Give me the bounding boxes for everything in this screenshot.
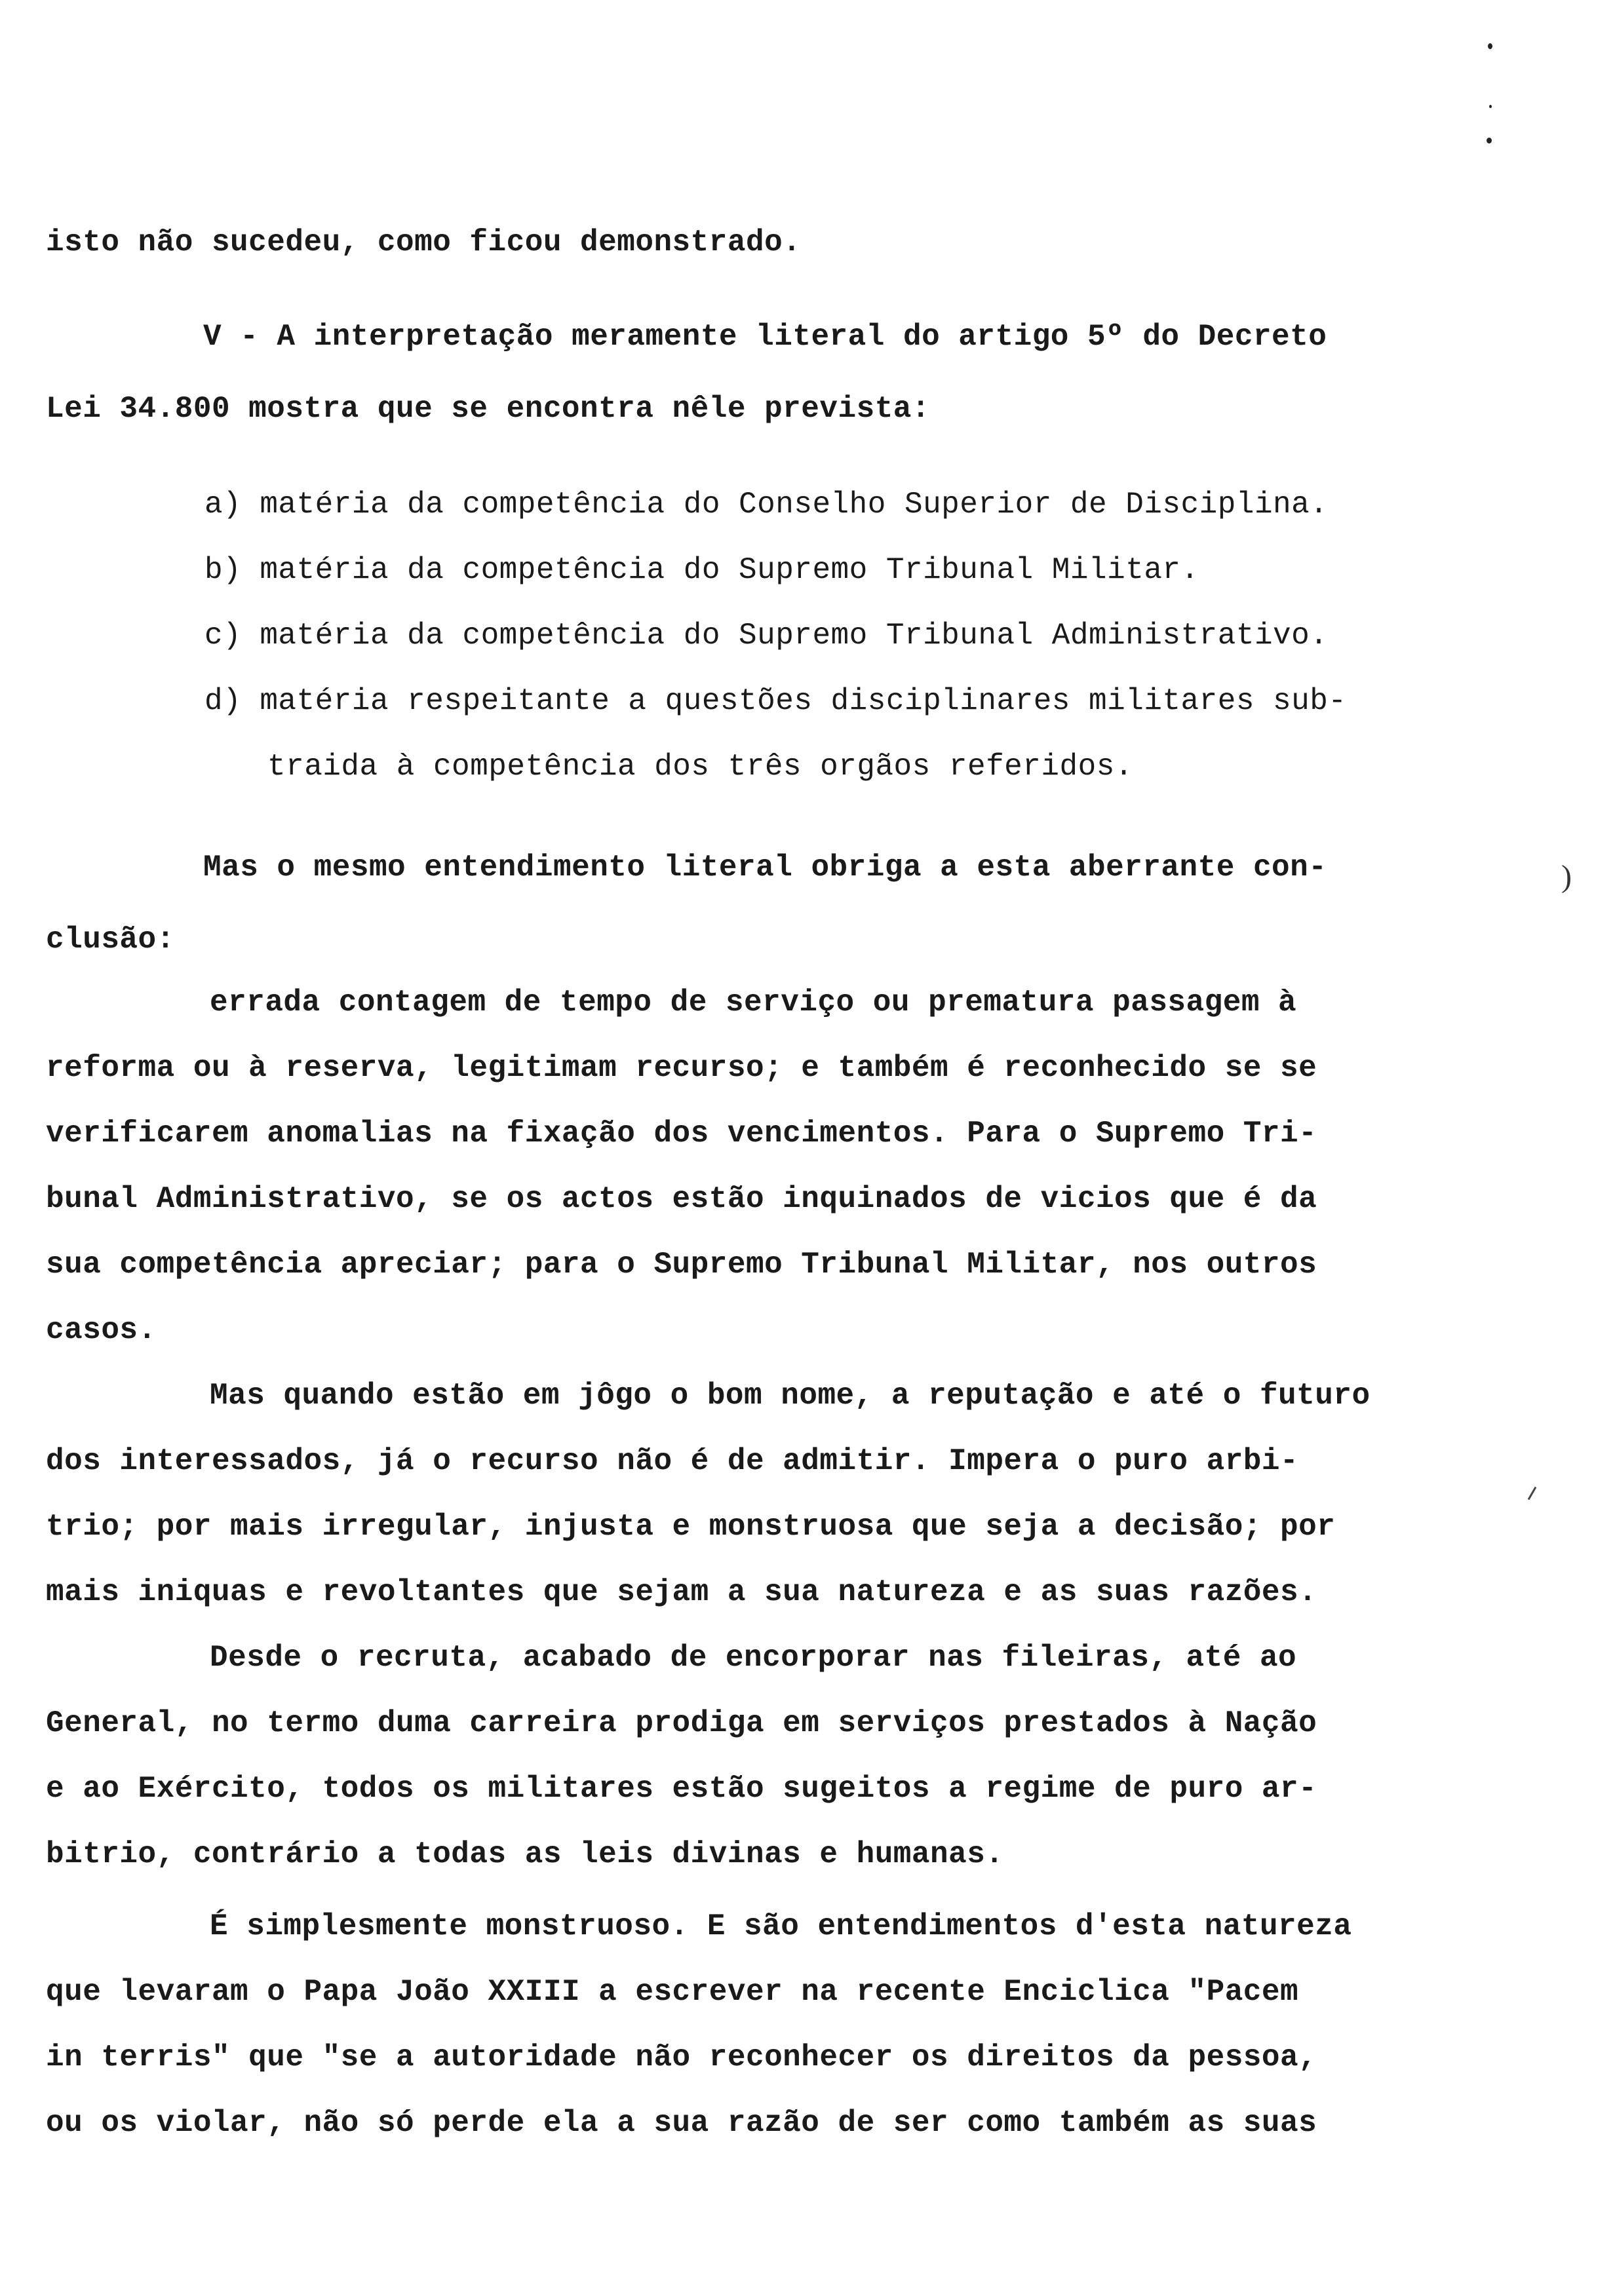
- text-line: trio; por mais irregular, injusta e monstruosa que seja a decisão; por: [46, 1510, 1336, 1544]
- margin-parenthesis: ): [1561, 859, 1572, 894]
- text-line: sua competência apreciar; para o Supremo Tribunal Militar, nos outros: [46, 1248, 1317, 1282]
- text-line: Mas quando estão em jôgo o bom nome, a reputação e até o futuro: [210, 1379, 1371, 1413]
- list-item: a) matéria da competência do Conselho Superior de Disciplina.: [204, 488, 1329, 522]
- list-item-continuation: traida à competência dos três orgãos referidos.: [267, 750, 1133, 784]
- pen-mark: [1528, 1487, 1537, 1501]
- text-line: que levaram o Papa João XXIII a escrever na recente Enciclica "Pacem: [46, 1975, 1299, 2009]
- list-item: d) matéria respeitante a questões disciplinares militares sub-: [204, 684, 1347, 718]
- scan-speck: [1487, 138, 1492, 144]
- text-line: reforma ou à reserva, legitimam recurso; e também é reconhecido se se: [46, 1051, 1317, 1085]
- text-line: verificarem anomalias na fixação dos vencimentos. Para o Supremo Tri-: [46, 1117, 1317, 1151]
- text-line: General, no termo duma carreira prodiga em serviços prestados à Nação: [46, 1706, 1317, 1740]
- text-line: Desde o recruta, acabado de encorporar nas fileiras, até ao: [210, 1641, 1297, 1675]
- scan-speck: [1489, 105, 1492, 108]
- text-line: e ao Exército, todos os militares estão sugeitos a regime de puro ar-: [46, 1772, 1317, 1806]
- text-line: isto não sucedeu, como ficou demonstrado.: [46, 225, 802, 259]
- text-line: clusão:: [46, 923, 175, 957]
- text-line: dos interessados, já o recurso não é de admitir. Impera o puro arbi-: [46, 1444, 1299, 1478]
- text-line: bunal Administrativo, se os actos estão inquinados de vicios que é da: [46, 1182, 1317, 1216]
- list-item: b) matéria da competência do Supremo Tribunal Militar.: [204, 553, 1199, 587]
- text-line: V - A interpretação meramente literal do artigo 5º do Decreto: [203, 320, 1327, 354]
- text-line: Lei 34.800 mostra que se encontra nêle prevista:: [46, 392, 931, 426]
- text-line: bitrio, contrário a todas as leis divinas e humanas.: [46, 1837, 1004, 1871]
- text-line: casos.: [46, 1313, 157, 1347]
- text-line: in terris" que "se a autoridade não reconhecer os direitos da pessoa,: [46, 2040, 1317, 2075]
- text-line: É simplesmente monstruoso. E são entendimentos d'esta natureza: [210, 1909, 1352, 1943]
- list-item: c) matéria da competência do Supremo Tribunal Administrativo.: [204, 619, 1329, 653]
- scan-speck: [1488, 43, 1492, 49]
- text-line: ou os violar, não só perde ela a sua razão de ser como também as suas: [46, 2106, 1317, 2140]
- text-line: errada contagem de tempo de serviço ou prematura passagem à: [210, 985, 1297, 1020]
- text-line: Mas o mesmo entendimento literal obriga a esta aberrante con-: [203, 851, 1327, 885]
- text-line: mais iniquas e revoltantes que sejam a sua natureza e as suas razões.: [46, 1575, 1317, 1609]
